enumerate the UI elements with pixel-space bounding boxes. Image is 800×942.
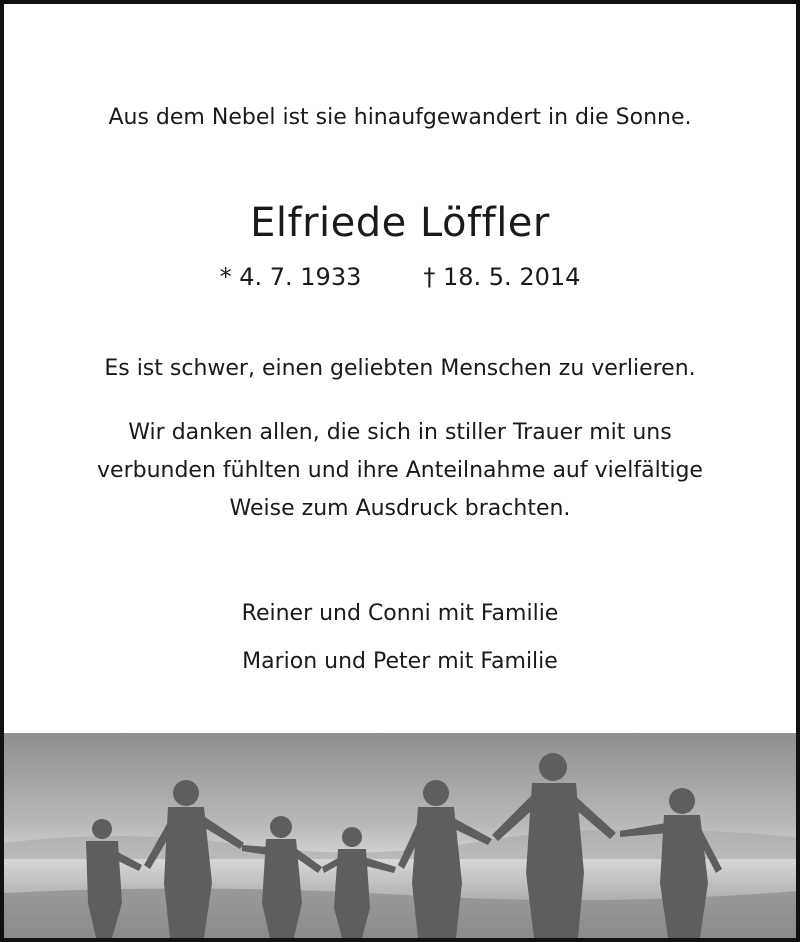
signature-line: Reiner und Conni mit Familie bbox=[241, 601, 559, 626]
family-silhouette-icon bbox=[4, 733, 796, 938]
thanks-line: Wir danken allen, die sich in stiller Trauer mit uns bbox=[128, 420, 672, 445]
thanks-line: Weise zum Ausdruck brachten. bbox=[229, 496, 571, 521]
deceased-name: Elfriede Löffler bbox=[250, 200, 550, 246]
thanks-line: verbunden fühlten und ihre Anteilnahme auf vielfältige bbox=[97, 458, 703, 483]
birth-date: * 4. 7. 1933 bbox=[219, 263, 362, 291]
motto-text: Aus dem Nebel ist sie hinaufgewandert in die Sonne. bbox=[108, 105, 692, 130]
life-dates bbox=[4, 263, 796, 291]
signature-line: Marion und Peter mit Familie bbox=[242, 649, 558, 674]
condolence-sentence: Es ist schwer, einen geliebten Menschen zu verlieren. bbox=[104, 356, 696, 381]
death-date: † 18. 5. 2014 bbox=[423, 263, 581, 291]
thanks-paragraph bbox=[4, 414, 796, 528]
